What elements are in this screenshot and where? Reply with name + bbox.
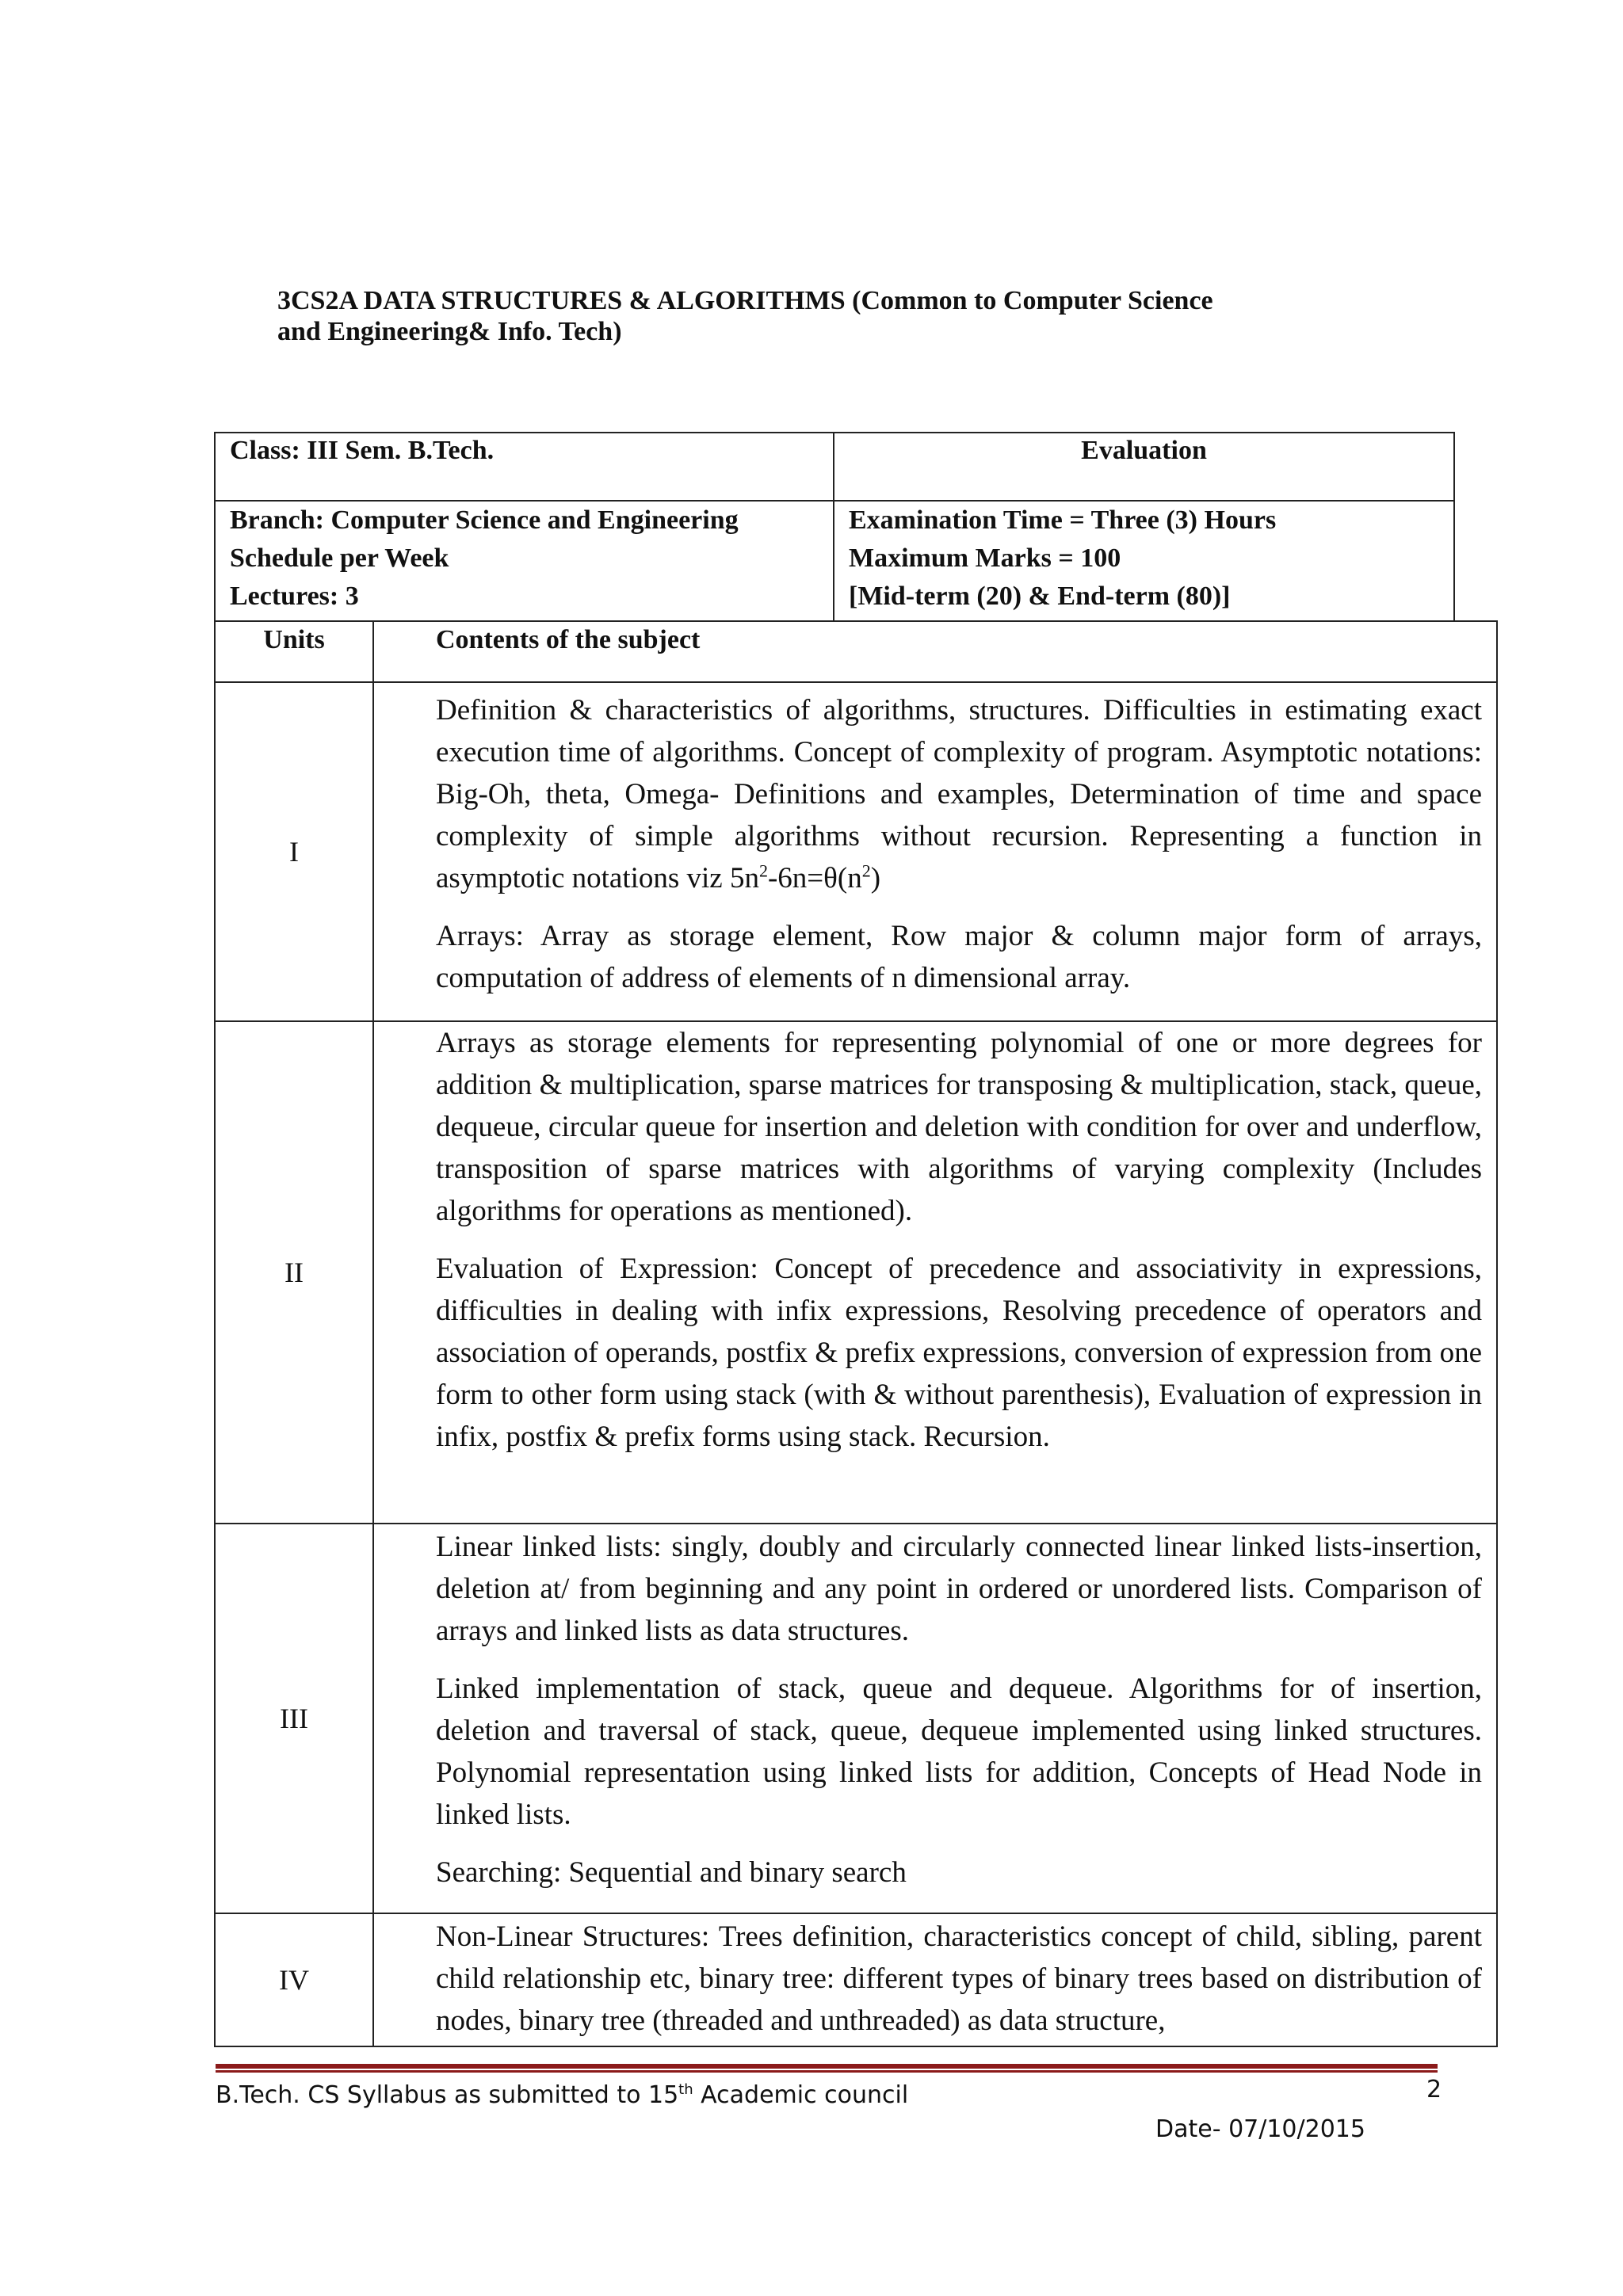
marks-split-text: [Mid-term (20) & End-term (80)] bbox=[849, 582, 1231, 611]
unit-number: III bbox=[215, 1524, 373, 1913]
unit-4-paragraph-1: Non-Linear Structures: Trees definition, characteristics concept of child, sibling, parent child relationship etc, binary tree: different types of binary trees based on distribution of nodes, binary tree (threaded and unthreaded) as data structure, bbox=[436, 1920, 1482, 2037]
lectures-text: Lectures: 3 bbox=[230, 582, 359, 611]
footer-text-run: B.Tech. CS Syllabus as submitted to 15 bbox=[216, 2081, 679, 2109]
course-info-table bbox=[214, 432, 1455, 622]
evaluation-cell bbox=[834, 433, 1454, 501]
footer-rule-thick bbox=[216, 2064, 1438, 2069]
unit-content bbox=[373, 682, 1497, 1021]
unit-number: IV bbox=[215, 1913, 373, 2046]
document-title bbox=[277, 285, 1387, 347]
footer-date: Date- 07/10/2015 bbox=[1155, 2115, 1365, 2143]
exam-time-text: Examination Time = Three (3) Hours bbox=[849, 505, 1277, 535]
page-number: 2 bbox=[1426, 2076, 1442, 2103]
title-line-1: 3CS2A DATA STRUCTURES & ALGORITHMS (Common to Computer Science bbox=[277, 286, 1213, 315]
unit-3-paragraph-1: Linear linked lists: singly, doubly and circularly connected linear linked lists-insertion, deletion at/ from beginning and any point in ordered or unordered lists. Comparison of arrays and linked lists as data structures. bbox=[436, 1531, 1482, 1647]
unit-row-3 bbox=[215, 1524, 1497, 1913]
unit-row-1 bbox=[215, 682, 1497, 1021]
unit-2-paragraph-1: Arrays as storage elements for representing polynomial of one or more degrees for addition & multiplication, sparse matrices for transposing & multiplication, stack, queue, dequeue, circular queue for insertion and deletion with condition for over and underflow, transposition of sparse matrices with algorithms of varying complexity (Includes algorithms for operations as mentioned). bbox=[436, 1027, 1482, 1227]
unit-1-paragraph-1 bbox=[436, 689, 1482, 899]
unit-content bbox=[373, 1524, 1497, 1913]
superscript: 2 bbox=[758, 860, 768, 881]
unit-1-paragraph-2: Arrays: Array as storage element, Row major & column major form of arrays, computation of address of elements of n dimensional array. bbox=[436, 920, 1482, 994]
info-row-header bbox=[215, 433, 1454, 501]
superscript: 2 bbox=[861, 860, 871, 881]
unit-row-4 bbox=[215, 1913, 1497, 2046]
unit-2-paragraph-2: Evaluation of Expression: Concept of precedence and associativity in expressions, difficulties in dealing with infix expressions, Resolving precedence of operators and association of operands, postfix & prefix expressions, conversion of expression from one form to other form using stack (with & without parenthesis), Evaluation of expression in infix, postfix & prefix forms using stack. Recursion. bbox=[436, 1253, 1482, 1453]
branch-text: Branch: Computer Science and Engineering bbox=[230, 505, 739, 535]
unit-content bbox=[373, 1021, 1497, 1524]
footer-text-run: Academic council bbox=[693, 2081, 909, 2109]
unit-number: II bbox=[215, 1021, 373, 1524]
class-cell bbox=[215, 433, 834, 501]
unit-content bbox=[373, 1913, 1497, 2046]
max-marks-text: Maximum Marks = 100 bbox=[849, 543, 1121, 573]
syllabus-units-table bbox=[214, 620, 1498, 2047]
units-header: Units bbox=[215, 621, 373, 682]
title-line-2: and Engineering& Info. Tech) bbox=[277, 317, 622, 346]
unit-3-paragraph-3: Searching: Sequential and binary search bbox=[436, 1856, 907, 1889]
info-row-details bbox=[215, 501, 1454, 621]
unit-number: I bbox=[215, 682, 373, 1021]
footer-text bbox=[216, 2074, 908, 2111]
unit-3-paragraph-2: Linked implementation of stack, queue and dequeue. Algorithms for of insertion, deletion and traversal of stack, queue, dequeue implemented using linked structures. Polynomial representation using linked lists for addition, Concepts of Head Node in linked lists. bbox=[436, 1672, 1482, 1831]
evaluation-label: Evaluation bbox=[1081, 436, 1207, 465]
text-run: -6n=θ(n bbox=[767, 862, 862, 894]
branch-cell bbox=[215, 501, 834, 621]
schedule-text: Schedule per Week bbox=[230, 543, 449, 573]
text-run: Definition & characteristics of algorithms, structures. Difficulties in estimating exact execution time of algorithms. Concept of complexity of program. Asymptotic notations: Big-Oh, theta, Omega- Definitions and examples, Determination of time and space complexity of simple algorithms without recursion. Representing a function in asymptotic notations viz 5n bbox=[436, 694, 1482, 894]
exam-cell bbox=[834, 501, 1454, 621]
unit-row-2 bbox=[215, 1021, 1497, 1524]
footer-rule-thin bbox=[216, 2070, 1438, 2073]
footer-superscript: th bbox=[678, 2081, 693, 2098]
class-label: Class: III Sem. B.Tech. bbox=[230, 436, 495, 465]
units-header-row bbox=[215, 621, 1497, 682]
contents-header: Contents of the subject bbox=[373, 621, 1497, 682]
text-run: ) bbox=[870, 862, 881, 894]
